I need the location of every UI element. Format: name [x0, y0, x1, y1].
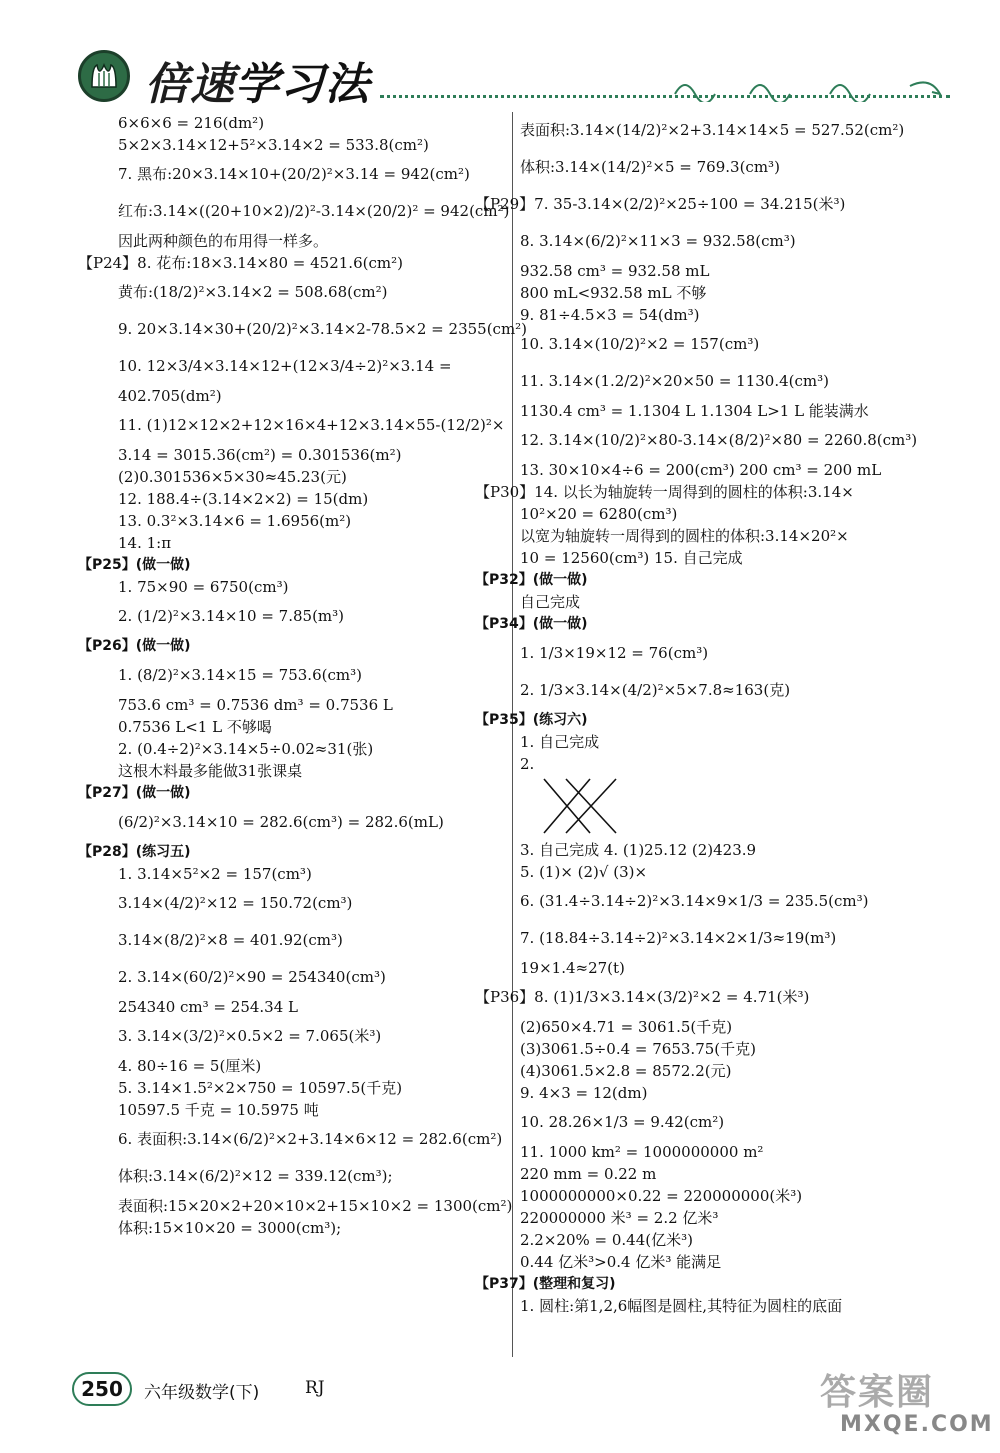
answer-line: 体积:3.14×(14/2)²×5 = 769.3(cm³)	[520, 158, 780, 176]
answer-line: 11. 1000 km² = 1000000000 m²	[520, 1142, 764, 1161]
answer-line: 9. 81÷4.5×3 = 54(dm³)	[520, 305, 700, 324]
answer-line: 自己完成	[520, 592, 581, 611]
watermark-title: 答案圈	[820, 1372, 935, 1413]
answer-line: 2.	[520, 754, 535, 773]
section-heading: 【P34】(做一做)	[475, 615, 588, 632]
matching-lines-diagram	[520, 775, 640, 839]
section-heading: 【P25】(做一做)	[78, 556, 191, 573]
answer-line: 0.44 亿米³>0.4 亿米³ 能满足	[520, 1252, 722, 1271]
brand-logo	[78, 50, 130, 102]
answer-line: 1. 1/3×19×12 = 76(cm³)	[520, 644, 709, 662]
brand-title	[145, 48, 370, 112]
answer-line: 3. 3.14×(3/2)²×0.5×2 = 7.065(米³)	[118, 1027, 382, 1045]
page-footer	[0, 1370, 1000, 1453]
answer-line: 【P29】7. 35-3.14×(2/2)²×25÷100 = 34.215(米³)	[475, 195, 846, 213]
answer-line: 9. 4×3 = 12(dm)	[520, 1083, 648, 1102]
answer-line: 1. 75×90 = 6750(cm³)	[118, 577, 289, 596]
answer-line: 6. (31.4÷3.14÷2)²×3.14×9×1/3 = 235.5(cm³)	[520, 892, 869, 910]
answer-line: (3)3061.5÷0.4 = 7653.75(千克)	[520, 1039, 756, 1058]
column-divider	[512, 112, 513, 1357]
answer-line: 10. 3.14×(10/2)²×2 = 157(cm³)	[520, 335, 760, 353]
watermark	[800, 1370, 994, 1450]
answer-line: 表面积:3.14×(14/2)²×2+3.14×14×5 = 527.52(cm²)	[520, 121, 905, 139]
answer-line: (2)650×4.71 = 3061.5(千克)	[520, 1017, 733, 1036]
answer-line: 2. 1/3×3.14×(4/2)²×5×7.8≈163(克)	[520, 681, 791, 699]
answer-line: 1000000000×0.22 = 220000000(米³)	[520, 1186, 803, 1205]
answer-line: 10 = 12560(cm³) 15. 自己完成	[520, 548, 743, 567]
section-heading: 【P28】(练习五)	[78, 843, 191, 860]
tulip-logo-icon	[87, 59, 121, 93]
answer-line: 11. (1)12×12×2+12×16×4+12×3.14×55-(12/2)²×	[118, 416, 505, 434]
answer-line: 3.14×(4/2)²×12 = 150.72(cm³)	[118, 894, 353, 912]
answer-line: 12. 3.14×(10/2)²×80-3.14×(8/2)²×80 = 2260.8(cm³)	[520, 431, 918, 449]
edition-label: RJ	[305, 1378, 325, 1398]
answer-line: (4)3061.5×2.8 = 8572.2(元)	[520, 1061, 732, 1080]
answer-line: 932.58 cm³ = 932.58 mL	[520, 261, 710, 280]
answer-line: 12. 188.4÷(3.14×2×2) = 15(dm)	[118, 489, 369, 508]
answer-line: 800 mL<932.58 mL 不够	[520, 283, 707, 302]
header-swirl-decoration	[670, 72, 960, 102]
answer-line: 1. (8/2)²×3.14×15 = 753.6(cm³)	[118, 666, 362, 684]
answer-line: 2. 3.14×(60/2)²×90 = 254340(cm³)	[118, 968, 386, 986]
answer-line: 7. (18.84÷3.14÷2)²×3.14×2×1/3≈19(m³)	[520, 929, 837, 947]
answer-line: 254340 cm³ = 254.34 L	[118, 997, 298, 1016]
answer-line: 2.2×20% = 0.44(亿米³)	[520, 1230, 693, 1249]
brand-title-part-a: 倍速	[145, 59, 235, 110]
answer-line: 1. 3.14×5²×2 = 157(cm³)	[118, 864, 312, 883]
answer-line: 8. 3.14×(6/2)²×11×3 = 932.58(cm³)	[520, 232, 796, 250]
answer-line: 10597.5 千克 = 10.5975 吨	[118, 1100, 319, 1119]
answer-line: 1. 圆柱:第1,2,6幅图是圆柱,其特征为圆柱的底面	[520, 1296, 843, 1315]
answer-line: 3. 自己完成 4. (1)25.12 (2)423.9	[520, 840, 757, 859]
watermark-url: MXQE.COM	[840, 1412, 994, 1437]
answer-line: 6. 表面积:3.14×(6/2)²×2+3.14×6×12 = 282.6(cm²)	[118, 1130, 503, 1148]
section-heading: 【P32】(做一做)	[475, 571, 588, 588]
answer-line: 3.14×(8/2)²×8 = 401.92(cm³)	[118, 931, 343, 949]
answer-line: 红布:3.14×((20+10×2)/2)²-3.14×(20/2)² = 942(cm²)	[118, 202, 510, 220]
answer-line: 10²×20 = 6280(cm³)	[520, 504, 678, 523]
grade-label: 六年级数学(下)	[144, 1383, 260, 1403]
answer-line: 13. 0.3²×3.14×6 = 1.6956(m²)	[118, 511, 352, 530]
brand-title-part-b: 学习法	[235, 59, 370, 110]
answer-line: 1. 自己完成	[520, 732, 600, 751]
answer-line: 5×2×3.14×12+5²×3.14×2 = 533.8(cm²)	[118, 135, 429, 154]
answer-line: 【P36】8. (1)1/3×3.14×(3/2)²×2 = 4.71(米³)	[475, 988, 810, 1006]
answer-line: 表面积:15×20×2+20×10×2+15×10×2 = 1300(cm²)	[118, 1196, 513, 1215]
answer-line: 【P30】14. 以长为轴旋转一周得到的圆柱的体积:3.14×	[475, 482, 854, 501]
answer-line: 220000000 米³ = 2.2 亿米³	[520, 1208, 719, 1227]
right-column	[475, 112, 960, 1317]
page-header	[0, 0, 1000, 112]
answer-line: 以宽为轴旋转一周得到的圆柱的体积:3.14×20²×	[520, 526, 849, 545]
answer-line: 9. 20×3.14×30+(20/2)²×3.14×2-78.5×2 = 2355(cm²)	[118, 320, 528, 338]
answer-line: (6/2)²×3.14×10 = 282.6(cm³) = 282.6(mL)	[118, 813, 444, 831]
answer-line: 4. 80÷16 = 5(厘米)	[118, 1056, 262, 1075]
answer-line: 753.6 cm³ = 0.7536 dm³ = 0.7536 L	[118, 695, 393, 714]
answer-line: 2. (1/2)²×3.14×10 = 7.85(m³)	[118, 607, 345, 625]
section-heading: 【P37】(整理和复习)	[475, 1275, 616, 1292]
answer-line: 5. (1)× (2)√ (3)×	[520, 862, 648, 881]
answer-line: (2)0.301536×5×30≈45.23(元)	[118, 467, 347, 486]
answer-line: 2. (0.4÷2)²×3.14×5÷0.02≈31(张)	[118, 739, 374, 758]
left-column	[78, 112, 528, 1239]
answer-line: 7. 黑布:20×3.14×10+(20/2)²×3.14 = 942(cm²)	[118, 165, 470, 183]
answer-line: 10. 28.26×1/3 = 9.42(cm²)	[520, 1113, 725, 1131]
section-heading: 【P35】(练习六)	[475, 711, 588, 728]
section-heading: 【P27】(做一做)	[78, 784, 191, 801]
answer-line: 220 mm = 0.22 m	[520, 1164, 657, 1183]
answer-line: 黄布:(18/2)²×3.14×2 = 508.68(cm²)	[118, 283, 388, 301]
answer-line: 因此两种颜色的布用得一样多。	[118, 231, 329, 250]
answer-line: 14. 1:π	[118, 533, 172, 552]
answer-line: 6×6×6 = 216(dm²)	[118, 113, 265, 132]
answer-line: 11. 3.14×(1.2/2)²×20×50 = 1130.4(cm³)	[520, 372, 830, 390]
answer-line: 13. 30×10×4÷6 = 200(cm³) 200 cm³ = 200 mL	[520, 460, 882, 479]
answer-line: 1130.4 cm³ = 1.1304 L 1.1304 L>1 L 能装满水	[520, 401, 869, 420]
answer-line: 10. 12×3/4×3.14×12+(12×3/4÷2)²×3.14 =	[118, 357, 452, 375]
answer-line: 5. 3.14×1.5²×2×750 = 10597.5(千克)	[118, 1078, 403, 1097]
page-number: 250	[72, 1372, 132, 1406]
answer-line: 这根木料最多能做31张课桌	[118, 761, 303, 780]
answer-line: 体积:3.14×(6/2)²×12 = 339.12(cm³);	[118, 1167, 393, 1185]
answer-line: 【P24】8. 花布:18×3.14×80 = 4521.6(cm²)	[78, 253, 403, 272]
answer-line: 0.7536 L<1 L 不够喝	[118, 717, 272, 736]
answer-line: 402.705(dm²)	[118, 386, 222, 405]
answer-line: 体积:15×10×20 = 3000(cm³);	[118, 1218, 342, 1237]
answer-line: 19×1.4≈27(t)	[520, 958, 625, 977]
section-heading: 【P26】(做一做)	[78, 637, 191, 654]
answer-line: 3.14 = 3015.36(cm²) = 0.301536(m²)	[118, 445, 402, 464]
